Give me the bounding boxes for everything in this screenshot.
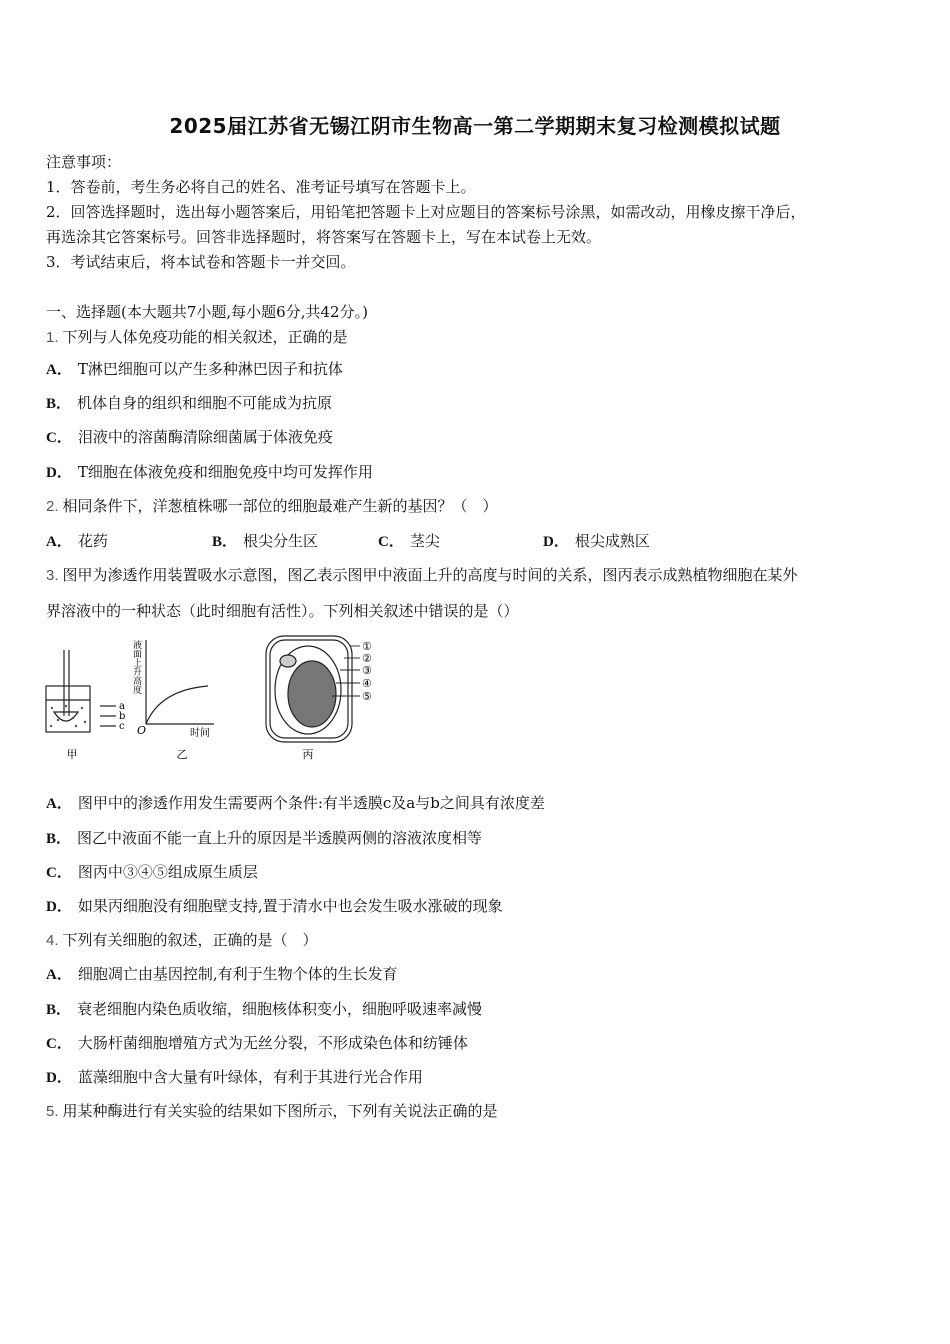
- option-text: 图乙中液面不能一直上升的原因是半透膜两侧的溶液浓度相等: [77, 829, 483, 847]
- option-label: B．: [46, 831, 72, 847]
- option-text: 茎尖: [409, 532, 440, 550]
- y-axis-label: 液面上升高度: [131, 640, 141, 694]
- question-number: 2.: [46, 498, 59, 515]
- option-text: T细胞在体液免疫和细胞免疫中均可发挥作用: [77, 463, 373, 481]
- option: [46, 793, 545, 814]
- option: [543, 530, 650, 551]
- question-stem-continued: 界溶液中的一种状态（此时细胞有活性）。下列相关叙述中错误的是（）: [46, 602, 519, 620]
- option-label: A．: [46, 534, 72, 550]
- option: [46, 427, 333, 448]
- x-axis-label: 时间: [190, 728, 210, 739]
- vacuole: [288, 661, 336, 727]
- option: [46, 462, 373, 483]
- section-heading: 一、选择题(本大题共7小题,每小题6分,共42分。): [46, 303, 368, 321]
- question-2: [46, 496, 498, 517]
- label-b: b: [119, 711, 126, 722]
- height-time-graph: [146, 640, 214, 724]
- label-c: c: [119, 721, 125, 732]
- option-label: C．: [46, 865, 72, 881]
- notice-item: 再选涂其它答案标号。回答非选择题时，将答案写在答题卡上，写在本试卷上无效。: [46, 228, 602, 246]
- option-text: 细胞凋亡由基因控制,有利于生物个体的生长发育: [77, 965, 398, 983]
- notice-item: 3．考试结束后，将本试卷和答题卡一并交回。: [46, 253, 356, 271]
- question-5: [46, 1101, 498, 1122]
- notice-item: 1．答卷前，考生务必将自己的姓名、准考证号填写在答题卡上。: [46, 178, 476, 196]
- option: [378, 530, 440, 551]
- question-stem: 用某种酶进行有关实验的结果如下图所示，下列有关说法正确的是: [62, 1102, 498, 1120]
- osmosis-figure: [40, 628, 400, 768]
- option-label: B．: [46, 396, 72, 412]
- option-label: D．: [46, 1070, 72, 1086]
- option-text: 机体自身的组织和细胞不可能成为抗原: [77, 394, 333, 412]
- beaker-dots: [50, 705, 86, 727]
- cell-marker-1: ①: [362, 640, 372, 653]
- label-bing: 丙: [302, 748, 314, 761]
- option-label: A．: [46, 362, 72, 378]
- option: [46, 1067, 423, 1088]
- cell-marker-5: ⑤: [362, 690, 372, 703]
- option-text: 图甲中的渗透作用发生需要两个条件:有半透膜c及a与b之间具有浓度差: [77, 794, 545, 812]
- cell-marker-3: ③: [362, 664, 372, 677]
- label-jia: 甲: [66, 748, 78, 761]
- page-title: 2025届江苏省无锡江阴市生物高一第二学期期末复习检测模拟试题: [169, 114, 781, 138]
- option: [46, 359, 343, 380]
- option-text: 根尖成熟区: [574, 532, 650, 550]
- question-number: 4.: [46, 932, 59, 949]
- option-text: 花药: [77, 532, 108, 550]
- option-label: B．: [46, 1002, 72, 1018]
- plant-cell-diagram: [266, 636, 352, 742]
- notice-heading: 注意事项：: [46, 153, 122, 171]
- option: [46, 964, 398, 985]
- cell-marker-2: ②: [362, 652, 372, 665]
- cell-marker-4: ④: [362, 677, 372, 690]
- option-text: 衰老细胞内染色质收缩，细胞核体积变小，细胞呼吸速率减慢: [77, 1000, 483, 1018]
- option-label: B．: [212, 534, 238, 550]
- question-stem: 下列与人体免疫功能的相关叙述，正确的是: [62, 328, 348, 346]
- option: [46, 862, 258, 883]
- option-text: 蓝藻细胞中含大量有叶绿体，有利于其进行光合作用: [77, 1068, 423, 1086]
- label-a: a: [119, 701, 125, 712]
- option: [46, 393, 332, 414]
- option-label: A．: [46, 967, 72, 983]
- question-1: [46, 327, 348, 348]
- question-stem: 下列有关细胞的叙述，正确的是（ ）: [62, 931, 318, 949]
- option: [46, 530, 108, 551]
- option-label: D．: [46, 899, 72, 915]
- question-stem: 图甲为渗透作用装置吸水示意图，图乙表示图甲中液面上升的高度与时间的关系，图丙表示成熟植物细胞在某外: [62, 566, 798, 584]
- question-number: 1.: [46, 329, 59, 346]
- option-text: 图丙中③④⑤组成原生质层: [77, 863, 258, 881]
- option-text: T淋巴细胞可以产生多种淋巴因子和抗体: [77, 360, 343, 378]
- beaker-diagram: [46, 650, 116, 732]
- question-stem: 相同条件下，洋葱植株哪一部位的细胞最难产生新的基因？（ ）: [62, 497, 498, 515]
- option-label: C．: [378, 534, 404, 550]
- option-label: A．: [46, 796, 72, 812]
- question-number: 5.: [46, 1103, 59, 1120]
- question-number: 3.: [46, 567, 59, 584]
- question-3: [46, 565, 798, 586]
- option-text: 如果丙细胞没有细胞壁支持,置于清水中也会发生吸水涨破的现象: [77, 897, 503, 915]
- option: [46, 1033, 468, 1054]
- option: [46, 896, 503, 917]
- notice-item: 2．回答选择题时，选出每小题答案后，用铅笔把答题卡上对应题目的答案标号涂黑，如需改动，用橡皮擦干净后，: [46, 203, 806, 221]
- rise-curve: [146, 686, 208, 724]
- label-yi: 乙: [176, 748, 188, 761]
- origin-label: O: [137, 724, 147, 737]
- option-label: D．: [543, 534, 569, 550]
- question-4: [46, 930, 318, 951]
- option-label: C．: [46, 1036, 72, 1052]
- option-label: C．: [46, 430, 72, 446]
- option-label: D．: [46, 465, 72, 481]
- nucleus: [280, 655, 296, 667]
- option: [46, 828, 482, 849]
- option: [46, 999, 482, 1020]
- option-text: 泪液中的溶菌酶清除细菌属于体液免疫: [77, 428, 333, 446]
- option-text: 根尖分生区: [243, 532, 319, 550]
- option-text: 大肠杆菌细胞增殖方式为无丝分裂，不形成染色体和纺锤体: [77, 1034, 468, 1052]
- option: [212, 530, 318, 551]
